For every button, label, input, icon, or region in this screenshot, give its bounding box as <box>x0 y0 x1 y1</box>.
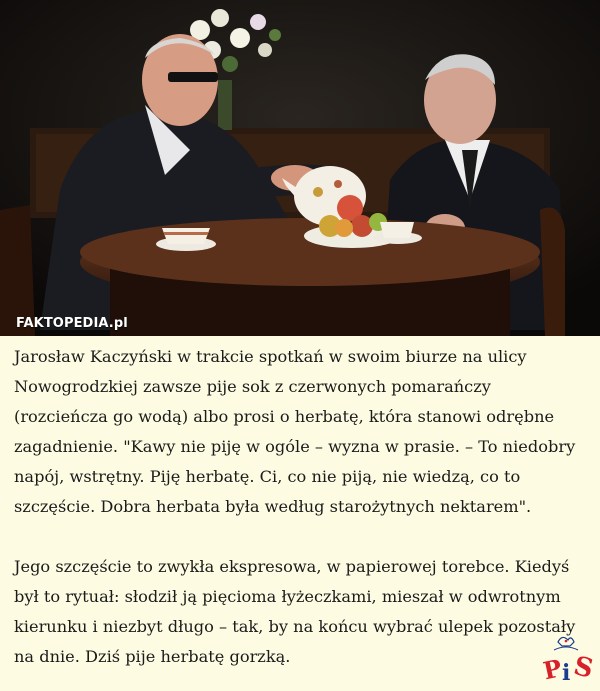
watermark: FAKTOPEDIA.pl <box>16 316 128 331</box>
svg-text:P: P <box>540 653 565 686</box>
caption <box>14 342 588 672</box>
caption-paragraph-2: Jego szczęście to zwykła ekspresowa, w papierowej torebce. Kiedyś był to rytuał: słodził ją pięcioma łyżeczkami, mieszał w odwrotnym kierunku i niezbyt długo – tak, by na końcu wybrać ulepek pozostały na dnie. Dziś pije herbatę gorzką. <box>14 557 576 666</box>
photo-scene <box>0 0 600 336</box>
teacup-left <box>156 228 216 251</box>
photo <box>0 0 600 336</box>
svg-text:S: S <box>570 651 597 685</box>
svg-text:i: i <box>562 660 571 686</box>
caption-paragraph-1: Jarosław Kaczyński w trakcie spotkań w swoim biurze na ulicy Nowogrodzkiej zawsze pije sok z czerwonych pomarańczy (rozcieńcza go wodą) albo prosi o herbatę, która stanowi odrębne zagadnienie. "Kawy nie piję w ogóle – wyzna w prasie. – To niedobry napój, wstrętny. Piję herbatę. Ci, co nie piją, nie wiedzą, co to szczęście. Dobra herbata była według starożytnych nektarem". <box>14 347 576 516</box>
pis-logo-icon <box>540 632 600 687</box>
